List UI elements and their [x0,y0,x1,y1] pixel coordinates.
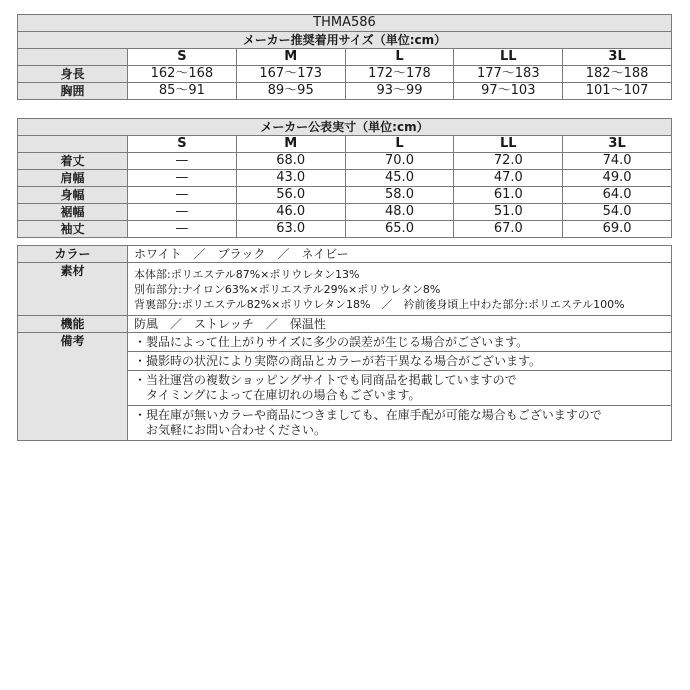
product-code: THMA586 [18,15,672,32]
material-line: 本体部:ポリエステル87%×ポリウレタン13% [134,268,360,281]
cell: 85〜91 [128,83,237,100]
cell: 56.0 [236,187,345,204]
table-row [18,170,672,187]
size-s: S [128,136,237,153]
table-row [18,83,672,100]
cell: 72.0 [454,153,563,170]
cell: 63.0 [236,221,345,238]
cell: 68.0 [236,153,345,170]
size-3l: 3L [563,49,672,66]
cell: 89〜95 [236,83,345,100]
actual-size-table [17,118,672,238]
cell: 182〜188 [563,66,672,83]
notes-label: 備考 [18,333,128,441]
note-item [128,406,672,441]
cell: 177〜183 [454,66,563,83]
function-label: 機能 [18,316,128,333]
table-row [18,246,672,263]
cell: 51.0 [454,204,563,221]
cell: — [128,170,237,187]
cell: 49.0 [563,170,672,187]
cell: 45.0 [345,170,454,187]
table-row [18,221,672,238]
size-ll: LL [454,49,563,66]
recommended-size-table [17,14,672,100]
cell: 58.0 [345,187,454,204]
note-line: タイミングによって在庫切れの場合もございます。 [134,388,421,402]
cell: 54.0 [563,204,672,221]
cell: 64.0 [563,187,672,204]
note-line: ・撮影時の状況により実際の商品とカラーが若干異なる場合がございます。 [134,353,542,368]
table-row [18,153,672,170]
cell: 46.0 [236,204,345,221]
table-row [18,333,672,352]
material-line: 別布部分:ナイロン63%×ポリエステル29%×ポリウレタン8% [134,283,441,296]
cell: 74.0 [563,153,672,170]
recommended-title: メーカー推奨着用サイズ（単位:cm） [18,32,672,49]
cell: 172〜178 [345,66,454,83]
note-item [128,333,672,352]
row-label: 身長 [18,66,128,83]
size-m: M [236,136,345,153]
table-row [18,263,672,316]
table-row [18,204,672,221]
cell: — [128,221,237,238]
cell: 97〜103 [454,83,563,100]
size-3l: 3L [563,136,672,153]
header-blank [18,49,128,66]
color-label: カラー [18,246,128,263]
note-line: お気軽にお問い合わせください。 [134,423,327,437]
cell: 70.0 [345,153,454,170]
row-label: 着丈 [18,153,128,170]
cell: 162〜168 [128,66,237,83]
cell: 167〜173 [236,66,345,83]
material-label: 素材 [18,263,128,316]
header-blank [18,136,128,153]
material-value [128,263,672,316]
size-l: L [345,49,454,66]
cell: 67.0 [454,221,563,238]
actual-title: メーカー公表実寸（単位:cm） [18,119,672,136]
cell: 47.0 [454,170,563,187]
table-row [18,66,672,83]
cell: 93〜99 [345,83,454,100]
cell: 48.0 [345,204,454,221]
cell: 101〜107 [563,83,672,100]
material-line: 背裏部分:ポリエステル82%×ポリウレタン18% ／ 衿前後身頃上中わた部分:ポリエステル100% [134,298,625,311]
cell: 69.0 [563,221,672,238]
note-item [128,371,672,406]
row-label: 袖丈 [18,221,128,238]
row-label: 胸囲 [18,83,128,100]
row-label: 肩幅 [18,170,128,187]
cell: 65.0 [345,221,454,238]
note-line: ・当社運営の複数ショッピングサイトでも同商品を掲載していますので [134,373,517,387]
table-row [18,187,672,204]
note-line: ・製品によって仕上がりサイズに多少の誤差が生じる場合がございます。 [134,334,529,349]
row-label: 身幅 [18,187,128,204]
size-m: M [236,49,345,66]
cell: — [128,153,237,170]
cell: — [128,187,237,204]
size-ll: LL [454,136,563,153]
size-s: S [128,49,237,66]
cell: — [128,204,237,221]
product-info-table [17,245,672,441]
row-label: 裾幅 [18,204,128,221]
color-value: ホワイト ／ ブラック ／ ネイビー [128,246,672,263]
cell: 61.0 [454,187,563,204]
note-line: ・現在庫が無いカラーや商品につきましても、在庫手配が可能な場合もございますので [134,408,602,422]
note-item [128,352,672,371]
table-row [18,316,672,333]
size-l: L [345,136,454,153]
cell: 43.0 [236,170,345,187]
function-value: 防風 ／ ストレッチ ／ 保温性 [128,316,672,333]
